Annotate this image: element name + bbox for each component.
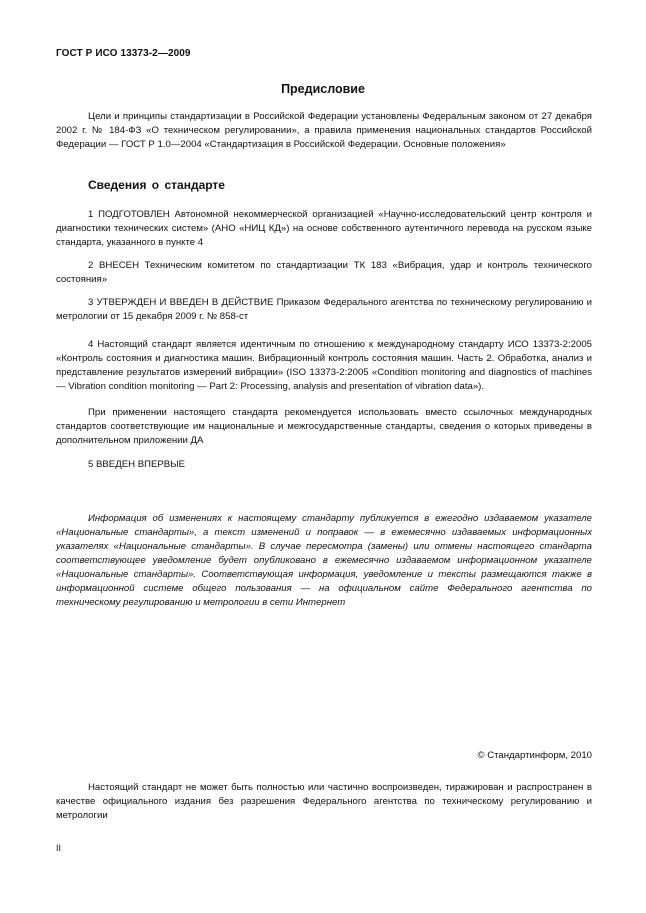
info-item-2-introduced: 2 ВНЕСЕН Техническим комитетом по стандартизации ТК 183 «Вибрация, удар и контроль технического состояния»	[56, 260, 592, 285]
foreword-paragraph: Цели и принципы стандартизации в Российской Федерации установлены Федеральным законом от 27 декабря 2002 г. № 184-ФЗ «О техническом регулировании», а правила применения национальных стандартов Российской Федерации — ГОСТ Р 1.0—2004 «Стандартизация в Российской Федерации. Основные положения»	[56, 111, 592, 150]
info-item-5-first-introduced: 5 ВВЕДЕН ВПЕРВЫЕ	[88, 459, 186, 470]
document-code-header: ГОСТ Р ИСО 13373-2—2009	[56, 48, 191, 59]
standard-info-heading: Сведения о стандарте	[88, 178, 225, 192]
changes-notice-paragraph: Информация об изменениях к настоящему стандарту публикуется в ежегодно издаваемом указателе «Национальные стандарты», а текст изменений и поправок — в ежемесячно издаваемых информационных указателях «Национальные стандарты». В случае пересмотра (замены) или отмены настоящего стандарта соответствующее уведомление будет опубликовано в ежемесячно издаваемом информационном указателе «Национальные стандарты». Соответствующая информация, уведомление и тексты размещаются также в информационной системе общего пользования — на официальном сайте Федерального агентства по техническому регулированию и метрологии в сети Интернет	[56, 513, 592, 608]
info-item-1-prepared: 1 ПОДГОТОВЛЕН Автономной некоммерческой организацией «Научно-исследовательский центр контроля и диагностики технических систем» (АНО «НИЦ КД») на основе собственного аутентичного перевода на русском языке стандарта, указанного в пункте 4	[56, 209, 592, 248]
copyright-line: © Стандартинформ, 2010	[477, 750, 592, 761]
page-number: II	[56, 843, 62, 853]
info-item-4-identical: 4 Настоящий стандарт является идентичным по отношению к международному стандарту ИСО 13373-2:2005 «Контроль состояния и диагностика машин. Вибрационный контроль состояния машин. Часть 2. Обработка, анализ и представление результатов измерений вибрации» (ISO 13373-2:2005 «Condition monitoring and diagnostics of machines — Vibration condition monitoring — Part 2: Processing, analysis and presentation of vibration data»).	[56, 339, 592, 392]
info-item-4-application-note: При применении настоящего стандарта рекомендуется использовать вместо ссылочных международных стандартов соответствующие им национальные и межгосударственные стандарты, сведения о которых приведены в дополнительном приложении ДА	[56, 407, 592, 446]
foreword-title: Предисловие	[281, 82, 365, 96]
reproduction-notice-paragraph: Настоящий стандарт не может быть полностью или частично воспроизведен, тиражирован и распространен в качестве официального издания без разрешения Федерального агентства по техническому регулированию и метрологии	[56, 782, 592, 821]
info-item-3-approved: 3 УТВЕРЖДЕН И ВВЕДЕН В ДЕЙСТВИЕ Приказом Федерального агентства по техническому регулированию и метрологии от 15 декабря 2009 г. № 858-ст	[56, 297, 592, 322]
